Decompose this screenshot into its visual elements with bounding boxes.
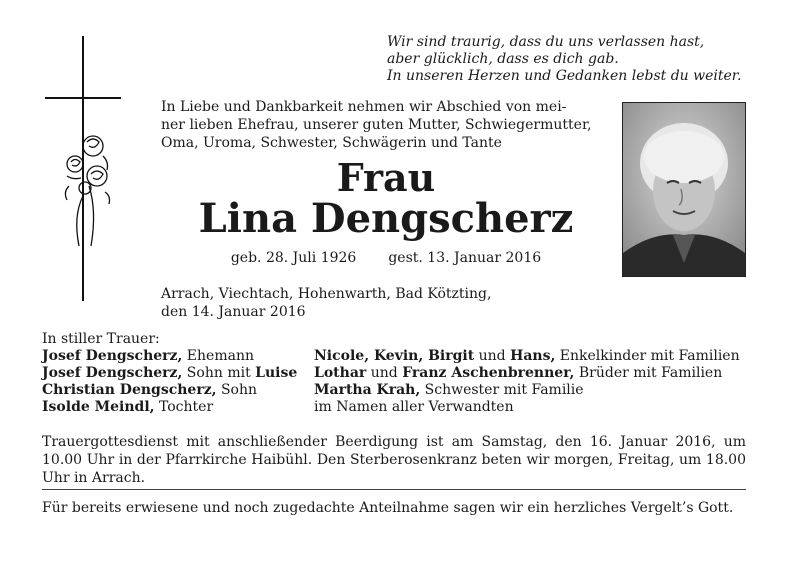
mourner-partner-name: Luise	[255, 365, 298, 381]
place-and-date	[161, 285, 611, 321]
mourner-text: im Namen aller Verwandten	[314, 399, 514, 415]
intro-line: In Liebe und Dankbarkeit nehmen wir Abschied von mei-	[161, 99, 567, 115]
mourners-label: In stiller Trauer:	[42, 331, 160, 347]
intro-line: ner lieben Ehefrau, unserer guten Mutter, Schwiegermutter,	[161, 117, 592, 133]
mourner-name: Isolde Meindl,	[42, 399, 155, 415]
service-announcement: Trauergottesdienst mit anschließender Beerdigung ist am Samstag, den 16. Januar 2016, um 10.00 Uhr in der Pfarrkirche Haibühl. Den Sterberosenkranz beten wir morgen, Freitag, um 18.00 Uhr in Arrach.	[42, 434, 746, 486]
poem-line: Wir sind traurig, dass du uns verlassen hast,	[387, 34, 705, 50]
mourner-entry	[42, 399, 312, 416]
intro-text	[161, 98, 611, 152]
places-line: Arrach, Viechtach, Hohenwarth, Bad Kötzting,	[161, 286, 492, 302]
mourner-relation: Sohn	[216, 382, 258, 398]
deceased-name: Lina Dengscherz	[198, 195, 574, 242]
cross-with-roses-icon	[45, 36, 125, 301]
mourner-name: Lothar	[314, 365, 367, 381]
poem-line: In unseren Herzen und Gedanken lebst du weiter.	[387, 68, 742, 84]
mourner-name: Hans,	[510, 348, 556, 364]
intro-line: Oma, Uroma, Schwester, Schwägerin und Tante	[161, 135, 502, 151]
mourner-name: Josef Dengscherz,	[42, 348, 183, 364]
portrait-image	[623, 103, 745, 276]
mourner-text: und	[366, 365, 403, 381]
mourner-entry	[314, 382, 764, 399]
mourner-name: Martha Krah,	[314, 382, 421, 398]
poem-line: aber glücklich, dass es dich gab.	[387, 51, 619, 67]
mourner-name: Josef Dengscherz,	[42, 365, 183, 381]
memorial-poem	[387, 34, 767, 85]
mourner-relation: Enkelkinder mit Familien	[555, 348, 740, 364]
mourners-right-column	[314, 348, 764, 416]
mourner-entry	[42, 365, 312, 382]
mourner-name: Christian Dengscherz,	[42, 382, 217, 398]
mourner-entry	[42, 382, 312, 399]
mourner-entry	[314, 348, 764, 365]
mourner-name: Nicole, Kevin, Birgit	[314, 348, 475, 364]
mourner-entry	[314, 365, 764, 382]
mourner-entry	[42, 348, 312, 365]
mourner-relation: Ehemann	[182, 348, 254, 364]
name-prefix: Frau	[336, 155, 436, 200]
birth-date: geb. 28. Juli 1926	[230, 250, 357, 266]
mourners-left-column	[42, 348, 312, 416]
divider	[42, 489, 746, 490]
mourner-relation: Sohn mit	[182, 365, 256, 381]
date-line: den 14. Januar 2016	[161, 304, 306, 320]
mourner-relation: Brüder mit Familien	[574, 365, 723, 381]
life-dates	[161, 249, 611, 267]
thanks-note: Für bereits erwiesene und noch zugedachte Anteilnahme sagen wir ein herzliches Vergelt’s Gott.	[42, 500, 734, 516]
mourner-relation: Schwester mit Familie	[420, 382, 584, 398]
portrait-photo	[622, 102, 746, 277]
mourner-entry	[314, 399, 764, 416]
mourner-relation: Tochter	[154, 399, 214, 415]
death-date: gest. 13. Januar 2016	[388, 250, 542, 266]
mourner-name: Franz Aschenbrenner,	[402, 365, 575, 381]
mourner-text: und	[474, 348, 511, 364]
